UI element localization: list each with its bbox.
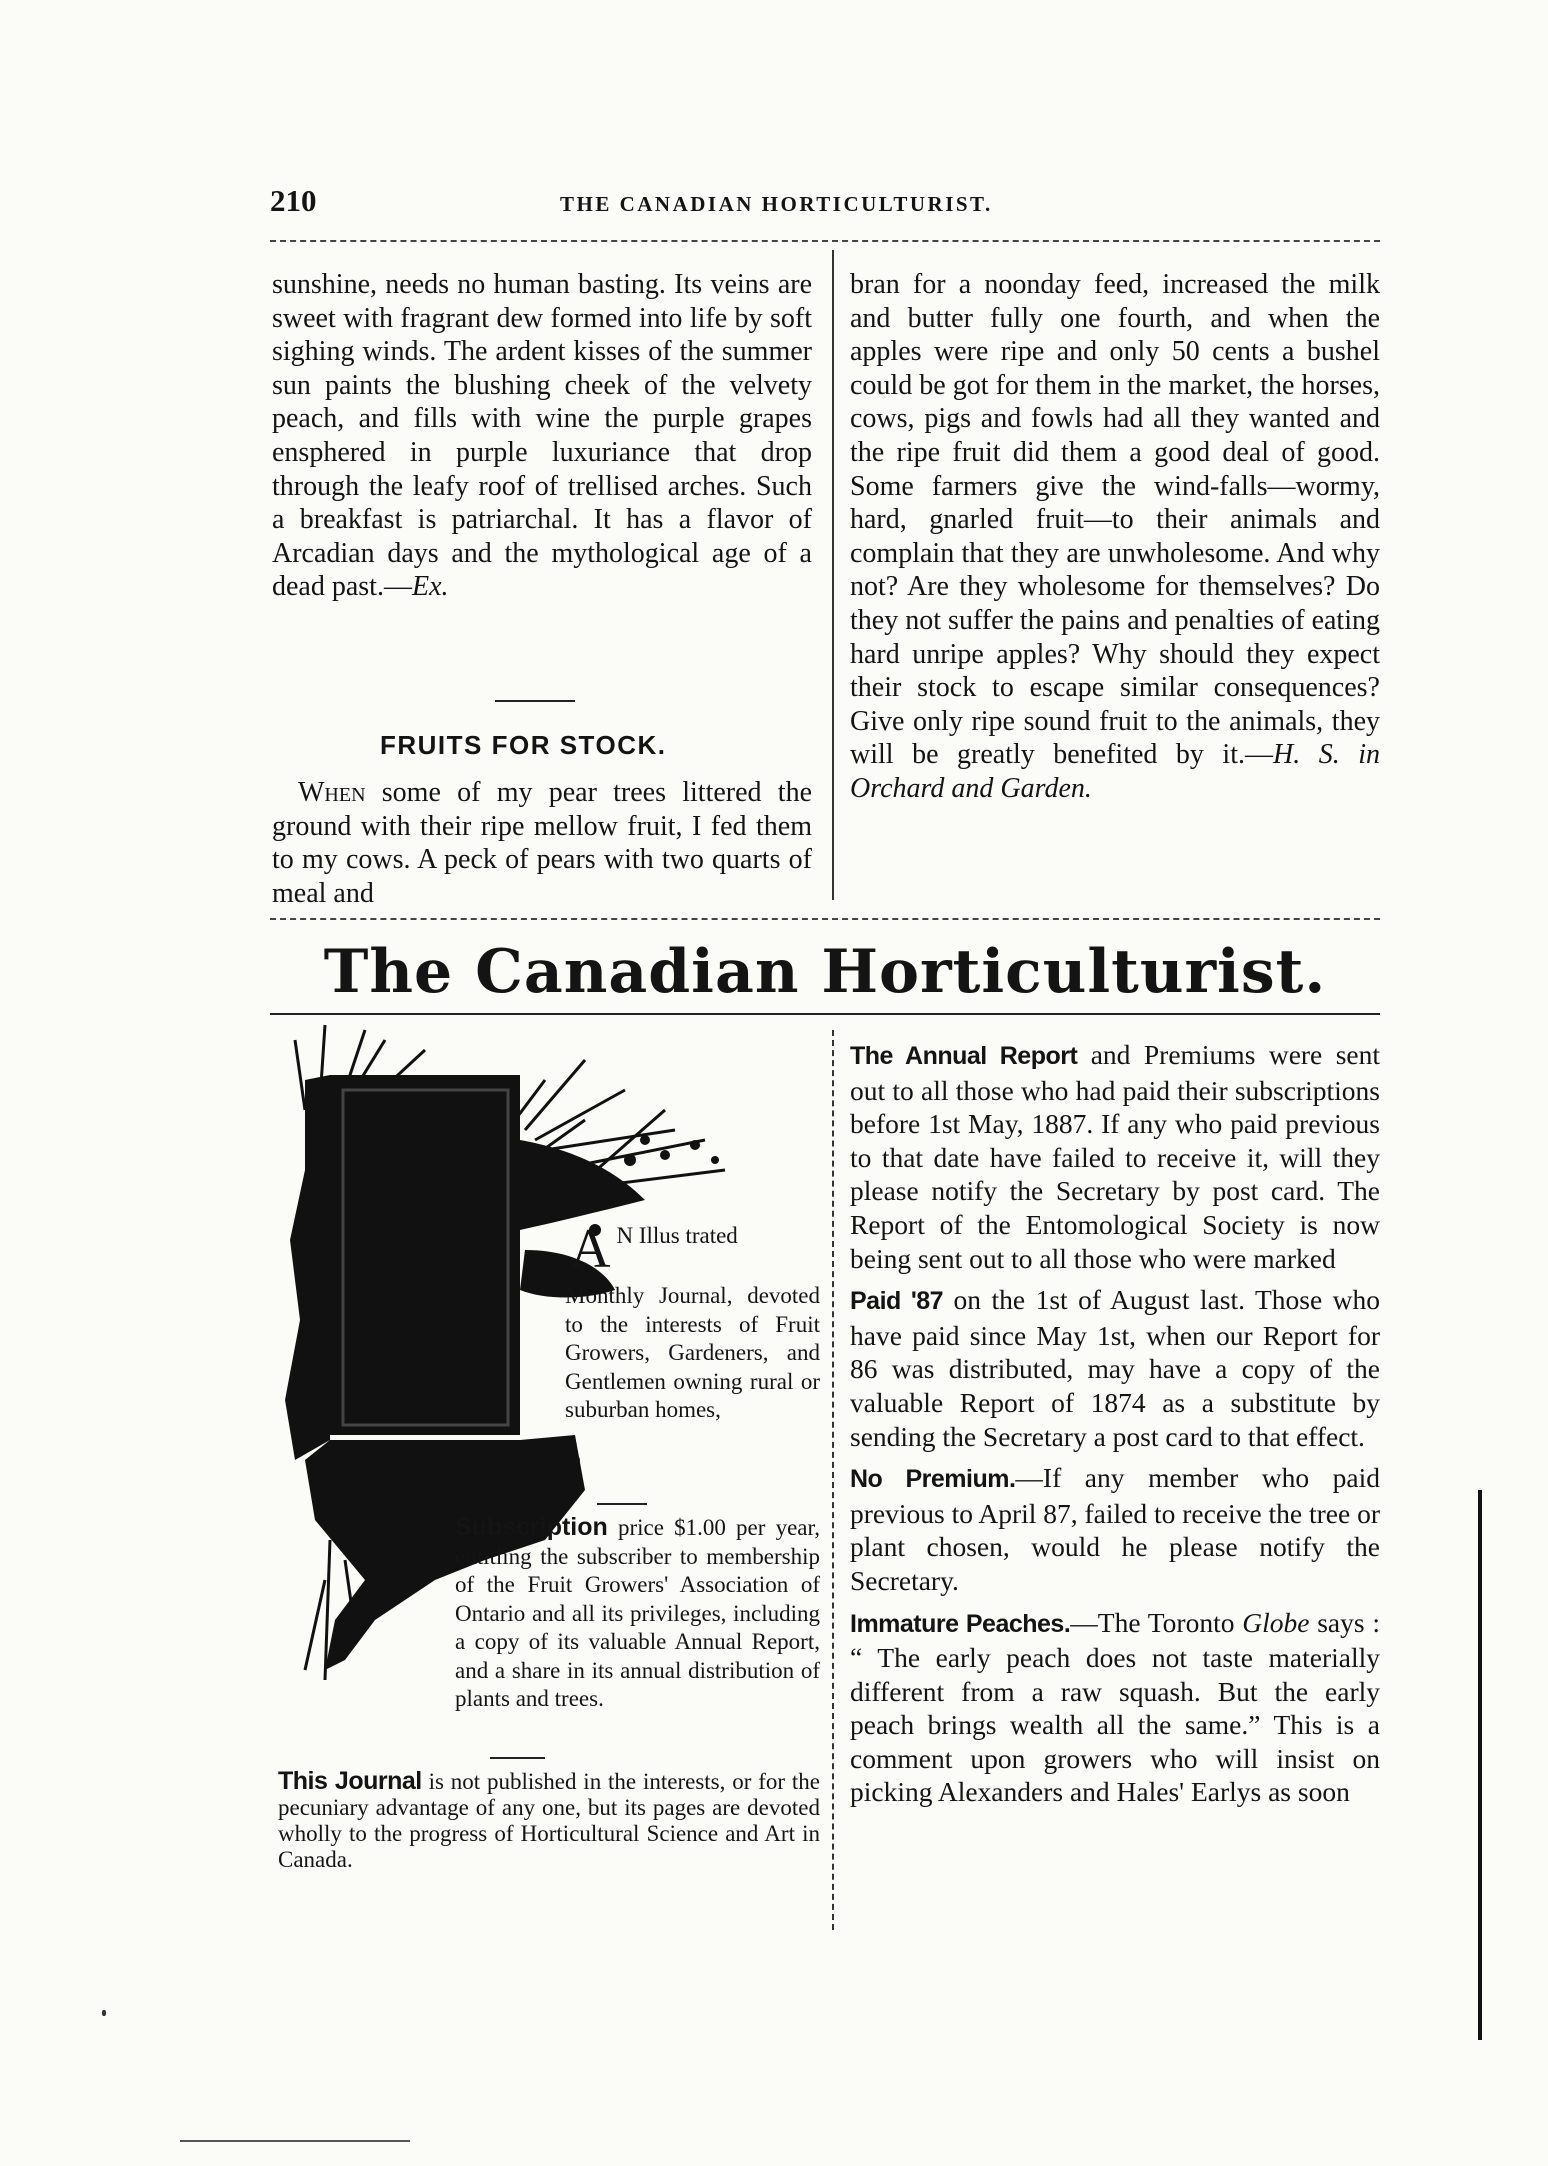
journal-description-body (565, 1282, 820, 1425)
bottom-stray-line (180, 2140, 410, 2142)
journal-description (570, 1218, 820, 1280)
notice-no-premium (850, 1461, 1380, 1597)
section-first-word: When (298, 777, 366, 808)
margin-speck (102, 2010, 106, 2016)
running-title: THE CANADIAN HORTICULTURIST. (560, 192, 993, 216)
fruits-for-stock-text (272, 776, 812, 910)
notice-text: —The Toronto (1070, 1606, 1243, 1638)
subscription-block (455, 1513, 820, 1714)
source-credit-ex: Ex. (411, 571, 449, 603)
masthead-title: The Canadian Horticulturist. (323, 937, 1327, 1007)
notice-text: says : “ The early peach does not taste materially different from a raw squash. But the early peach brings wealth all the same.” This is a comment upon growers who will insist on picking Alexanders and Hales' Earlys as soon (850, 1606, 1380, 1808)
notice-immature-peaches (850, 1606, 1380, 1810)
top-left-paragraph: sunshine, needs no human basting. Its veins are sweet with fragrant dew formed into life by soft sighing winds. The ardent kisses of the summer sun paints the blushing cheek of the velvety peach, and fills with wine the purple grapes ensphered in purple luxuriance that drop through the leafy roof of trellised arches. Such a breakfast is patriarchal. It has a flavor of Arcadian days and the mythological age of a dead past.— (272, 269, 812, 603)
dropcap-a: A (570, 1218, 611, 1280)
description-head: N Illus trated (616, 1223, 738, 1248)
notice-label: The Annual Report (850, 1042, 1078, 1070)
top-right-column (850, 268, 1380, 806)
journal-label: This Journal (278, 1767, 422, 1795)
notice-text: on the 1st of August last. Those who have paid since May 1st, when our Report for 86 was distributed, may have a copy of the valuable Report of 1874 as a substitute by sending the Secretary a post card to that effect. (850, 1284, 1380, 1452)
journal-statement (278, 1768, 820, 1873)
notice-annual-report (850, 1038, 1380, 1275)
section-body: some of my pear trees littered the ground with their ripe mellow fruit, I fed them to my cows. A peck of pears with two quarts of meal and (272, 777, 812, 909)
masthead-top-rule (270, 918, 1380, 920)
header-rule (270, 240, 1380, 242)
top-left-column (272, 268, 812, 604)
subscription-label: Subscription (455, 1513, 608, 1541)
notice-text: —If any member who paid previous to April 87, failed to receive the tree or plant chosen, would he please notify the Secretary. (850, 1462, 1381, 1596)
section-title-fruits-for-stock: FRUITS FOR STOCK. (380, 730, 667, 760)
masthead-bottom-rule (270, 1013, 1380, 1015)
page-number: 210 (270, 183, 317, 218)
notice-label: No Premium. (850, 1465, 1016, 1494)
notices-column (850, 1038, 1380, 1817)
notice-label: Paid '87 (850, 1287, 944, 1316)
subscription-text: price $1.00 per year, entitling the subscriber to membership of the Fruit Growers' Association of Ontario and all its privileges, including a copy of its valuable Annual Report, and a share in its annual distribution of plants and trees. (455, 1515, 821, 1711)
blurb-separator (597, 1503, 647, 1505)
top-right-paragraph: bran for a noonday feed, increased the milk and butter fully one fourth, and when the apples were ripe and only 50 cents a bushel could be got for them in the market, the horses, cows, pigs and fowls had all they wanted and the ripe fruit did them a good deal of good. Some farmers give the wind-falls—wormy, hard, gnarled fruit—to their animals and complain that they are unwholesome. And why not? Are they wholesome for themselves? Do they not suffer the pains and penalties of eating hard unripe apples? Why should they expect their stock to escape similar consequences? Give only ripe sound fruit to the animals, they will be greatly benefited by it.— (850, 269, 1380, 771)
source-credit-orchard: H. S. in Orchard and Garden. (850, 739, 1380, 804)
notice-label: Immature Peaches. (850, 1609, 1071, 1638)
top-column-divider (832, 250, 834, 900)
journal-separator (490, 1757, 545, 1759)
margin-bar (1478, 1490, 1482, 2040)
journal-statement-text: is not published in the interests, or for the pecuniary advantage of any one, but its pages are devoted wholly to the progress of Horticultural Science and Art in Canada. (278, 1769, 821, 1872)
description-body: Monthly Journal, devoted to the interests of Fruit Growers, Gardeners, and Gentlemen owning rural or suburban homes, (565, 1283, 820, 1422)
notice-italic-globe: Globe (1242, 1606, 1310, 1638)
notice-paid-87 (850, 1283, 1380, 1453)
section-separator (495, 700, 575, 702)
notice-text: and Premiums were sent out to all those who had paid their subscriptions before 1st May, 1887. If any who paid previous to that date have failed to receive it, will they please notify the Secretary by post card. The Report of the Entomological Society is now being sent out to all those who were marked (850, 1039, 1380, 1274)
